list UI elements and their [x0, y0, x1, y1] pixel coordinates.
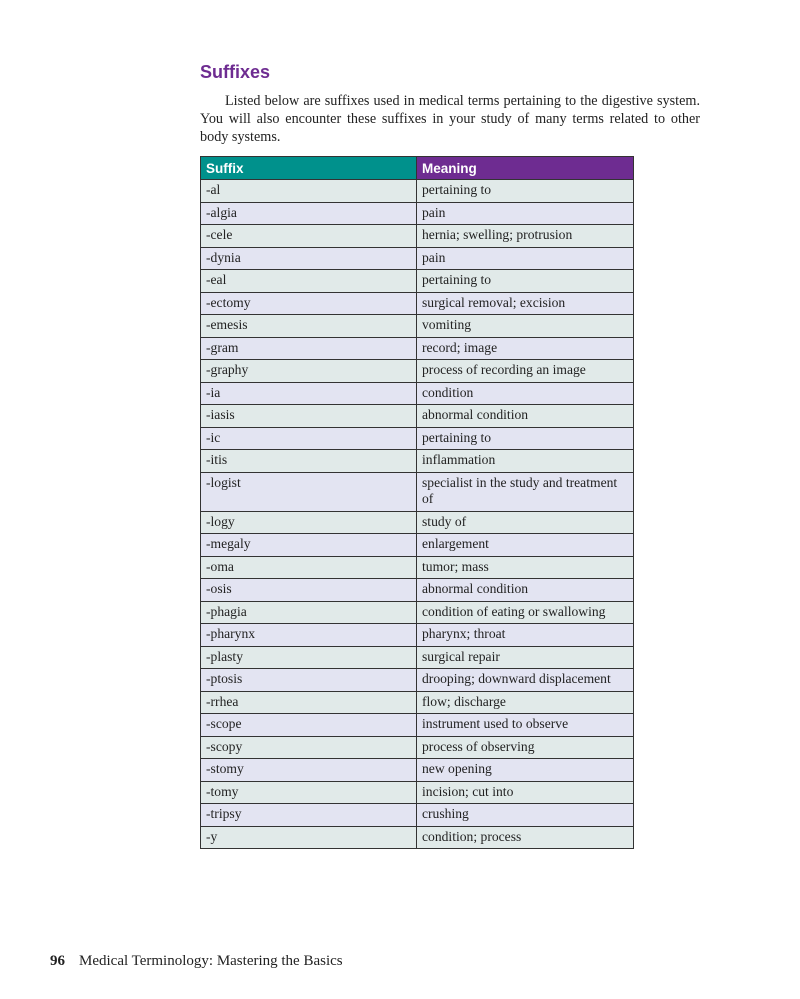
section-heading: Suffixes	[200, 62, 271, 82]
table-row	[201, 315, 634, 338]
header-suffix: Suffix	[201, 157, 417, 180]
meaning-cell: pertaining to	[417, 180, 634, 203]
table-row	[201, 826, 634, 849]
suffix-cell: -logy	[201, 511, 417, 534]
table-row	[201, 472, 634, 511]
meaning-cell: drooping; downward displacement	[417, 669, 634, 692]
suffix-cell: -scope	[201, 714, 417, 737]
table-row	[201, 669, 634, 692]
suffix-cell: -ic	[201, 427, 417, 450]
suffix-cell: -dynia	[201, 247, 417, 270]
table-row	[201, 247, 634, 270]
suffix-cell: -iasis	[201, 405, 417, 428]
suffix-cell: -megaly	[201, 534, 417, 557]
suffix-cell: -cele	[201, 225, 417, 248]
suffix-cell: -osis	[201, 579, 417, 602]
suffix-table	[200, 156, 634, 849]
table-row	[201, 337, 634, 360]
table-row	[201, 405, 634, 428]
table-row	[201, 534, 634, 557]
meaning-cell: tumor; mass	[417, 556, 634, 579]
table-row	[201, 691, 634, 714]
table-row	[201, 225, 634, 248]
suffix-cell: -al	[201, 180, 417, 203]
meaning-cell: study of	[417, 511, 634, 534]
suffix-cell: -emesis	[201, 315, 417, 338]
suffix-cell: -y	[201, 826, 417, 849]
meaning-cell: condition; process	[417, 826, 634, 849]
suffix-cell: -ectomy	[201, 292, 417, 315]
meaning-cell: pertaining to	[417, 427, 634, 450]
meaning-cell: abnormal condition	[417, 405, 634, 428]
table-row	[201, 427, 634, 450]
table-row	[201, 180, 634, 203]
suffix-cell: -tomy	[201, 781, 417, 804]
suffix-cell: -ia	[201, 382, 417, 405]
meaning-cell: specialist in the study and treatment of	[417, 472, 634, 511]
table-row	[201, 511, 634, 534]
suffix-cell: -plasty	[201, 646, 417, 669]
suffix-cell: -scopy	[201, 736, 417, 759]
meaning-cell: vomiting	[417, 315, 634, 338]
meaning-cell: surgical repair	[417, 646, 634, 669]
suffix-cell: -algia	[201, 202, 417, 225]
table-row	[201, 450, 634, 473]
meaning-cell: pain	[417, 247, 634, 270]
suffix-cell: -gram	[201, 337, 417, 360]
suffix-cell: -phagia	[201, 601, 417, 624]
table-row	[201, 202, 634, 225]
meaning-cell: pain	[417, 202, 634, 225]
table-row	[201, 714, 634, 737]
table-row	[201, 292, 634, 315]
meaning-cell: pharynx; throat	[417, 624, 634, 647]
table-row	[201, 624, 634, 647]
meaning-cell: surgical removal; excision	[417, 292, 634, 315]
meaning-cell: process of recording an image	[417, 360, 634, 383]
suffix-cell: -graphy	[201, 360, 417, 383]
meaning-cell: enlargement	[417, 534, 634, 557]
meaning-cell: incision; cut into	[417, 781, 634, 804]
meaning-cell: flow; discharge	[417, 691, 634, 714]
suffix-cell: -rrhea	[201, 691, 417, 714]
meaning-cell: hernia; swelling; protrusion	[417, 225, 634, 248]
table-row	[201, 759, 634, 782]
table-row	[201, 270, 634, 293]
meaning-cell: pertaining to	[417, 270, 634, 293]
table-row	[201, 736, 634, 759]
meaning-cell: condition of eating or swallowing	[417, 601, 634, 624]
suffix-cell: -itis	[201, 450, 417, 473]
meaning-cell: crushing	[417, 804, 634, 827]
table-row	[201, 646, 634, 669]
intro-paragraph: Listed below are suffixes used in medical terms pertaining to the digestive system. You will also encounter these suffixes in your study of many terms related to other body systems.	[200, 93, 700, 145]
table-row	[201, 804, 634, 827]
table-row	[201, 382, 634, 405]
page-footer	[50, 953, 343, 970]
table-row	[201, 579, 634, 602]
book-title: Medical Terminology: Mastering the Basics	[79, 953, 343, 969]
suffix-cell: -eal	[201, 270, 417, 293]
suffix-cell: -stomy	[201, 759, 417, 782]
page-number: 96	[50, 953, 65, 969]
meaning-cell: inflammation	[417, 450, 634, 473]
suffix-cell: -tripsy	[201, 804, 417, 827]
suffix-cell: -ptosis	[201, 669, 417, 692]
meaning-cell: instrument used to observe	[417, 714, 634, 737]
suffix-cell: -logist	[201, 472, 417, 511]
suffix-cell: -pharynx	[201, 624, 417, 647]
meaning-cell: abnormal condition	[417, 579, 634, 602]
table-row	[201, 601, 634, 624]
table-row	[201, 360, 634, 383]
meaning-cell: process of observing	[417, 736, 634, 759]
header-meaning: Meaning	[417, 157, 634, 180]
table-row	[201, 781, 634, 804]
suffix-cell: -oma	[201, 556, 417, 579]
meaning-cell: new opening	[417, 759, 634, 782]
meaning-cell: record; image	[417, 337, 634, 360]
meaning-cell: condition	[417, 382, 634, 405]
table-row	[201, 556, 634, 579]
